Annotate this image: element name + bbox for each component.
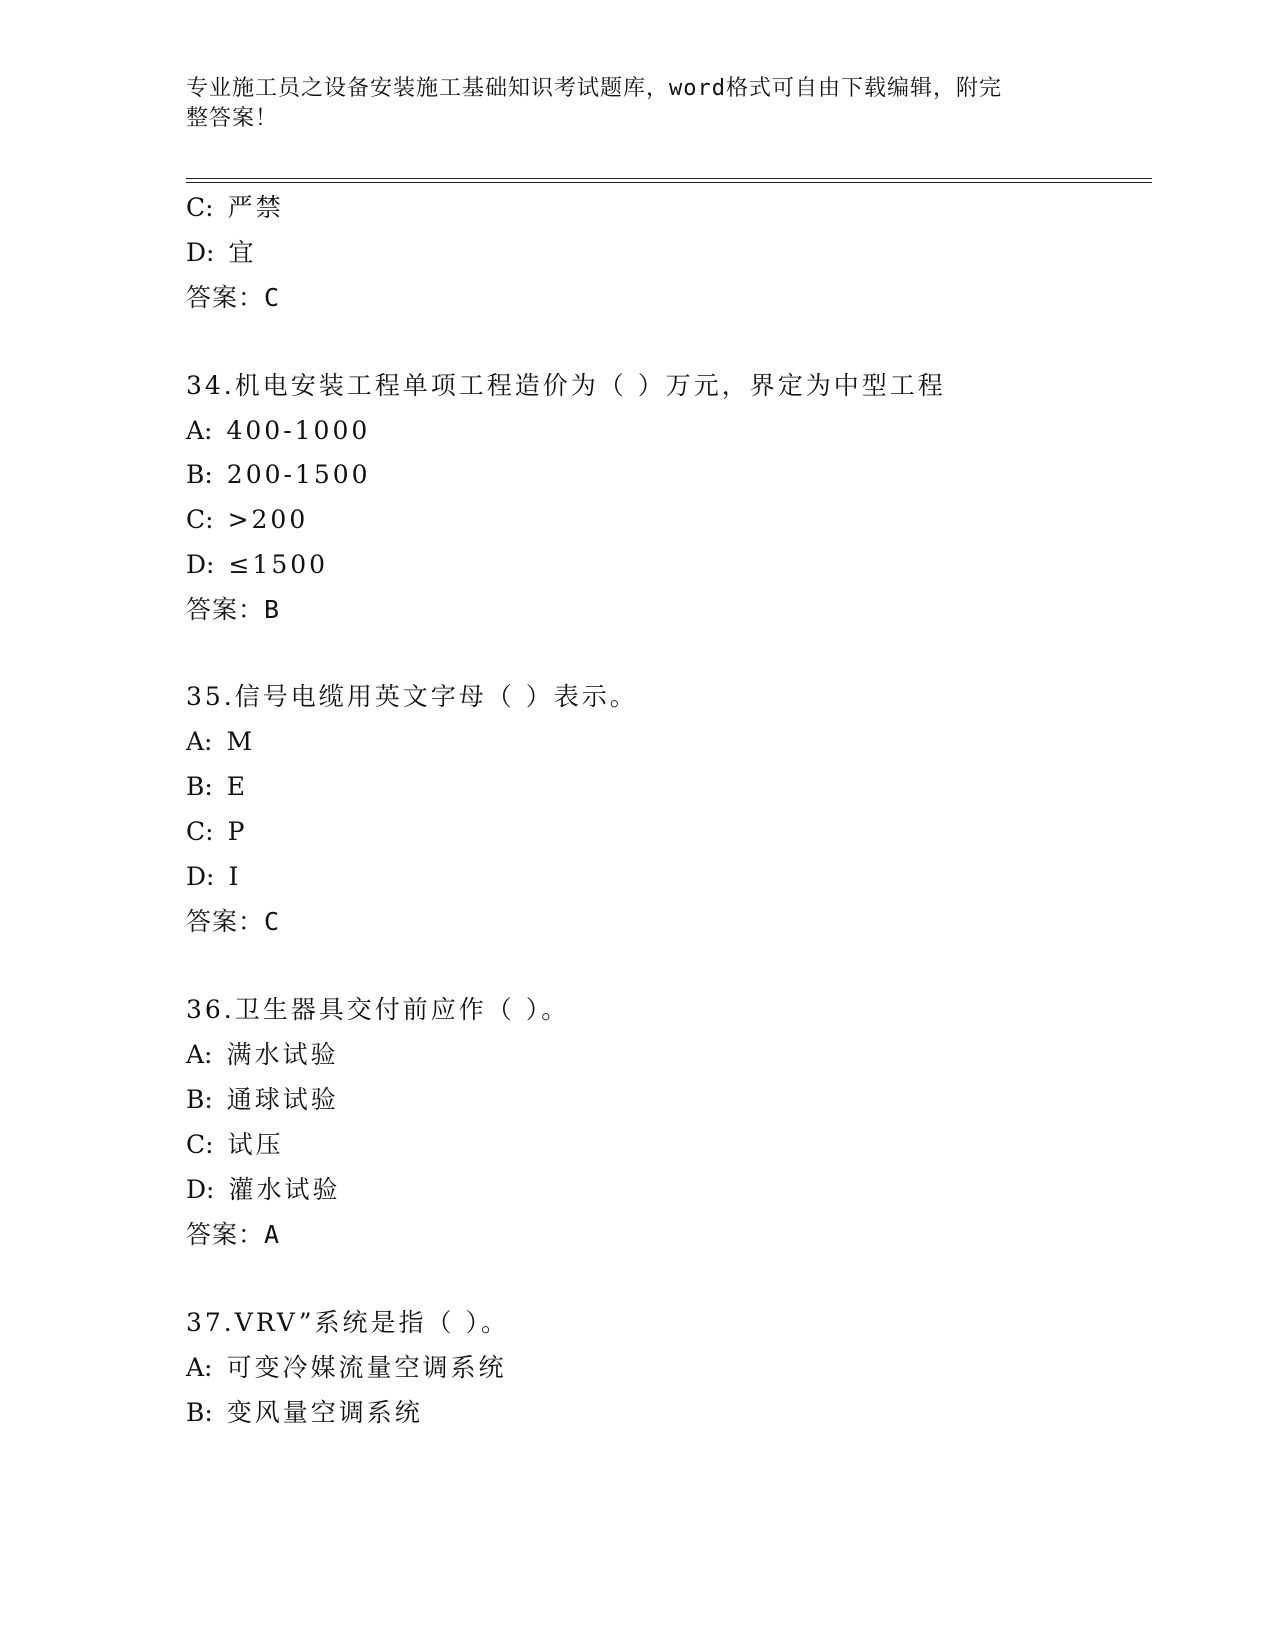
option-line bbox=[186, 415, 370, 447]
option-line bbox=[186, 861, 241, 893]
question-text: 37.VRV”系统是指（ ）。 bbox=[186, 1308, 509, 1337]
option-line bbox=[186, 192, 284, 224]
answer-text: 答案：C bbox=[186, 907, 281, 936]
option-letter: D: bbox=[186, 238, 215, 267]
header-divider-bottom bbox=[186, 182, 1152, 183]
option-letter: C: bbox=[186, 193, 214, 222]
option-text: P bbox=[227, 817, 248, 846]
option-line bbox=[186, 1039, 339, 1071]
question-stem bbox=[186, 994, 569, 1026]
option-letter: A: bbox=[186, 727, 213, 756]
option-letter: C: bbox=[186, 817, 214, 846]
option-letter: A: bbox=[186, 416, 213, 445]
option-letter: D: bbox=[186, 550, 215, 579]
option-text: 灌水试验 bbox=[228, 1175, 341, 1204]
answer-line bbox=[186, 594, 280, 626]
option-line bbox=[186, 459, 371, 491]
option-text: 200-1500 bbox=[226, 460, 371, 489]
option-text: E bbox=[226, 772, 249, 801]
option-text: 试压 bbox=[227, 1130, 284, 1159]
option-text: 可变冷媒流量空调系统 bbox=[226, 1353, 507, 1382]
option-line bbox=[186, 504, 308, 536]
option-letter: A: bbox=[186, 1353, 213, 1382]
answer-line bbox=[186, 282, 280, 314]
option-line bbox=[186, 726, 255, 758]
option-text: >200 bbox=[227, 505, 309, 534]
option-letter: C: bbox=[186, 1130, 214, 1159]
document-header bbox=[186, 74, 1066, 134]
answer-line bbox=[186, 1219, 280, 1251]
option-line bbox=[186, 771, 248, 803]
option-line bbox=[186, 1129, 284, 1161]
option-line bbox=[186, 1084, 339, 1116]
option-line bbox=[186, 1352, 507, 1384]
option-text: 400-1000 bbox=[226, 416, 371, 445]
question-stem bbox=[186, 370, 946, 402]
option-text: 变风量空调系统 bbox=[226, 1398, 423, 1427]
question-stem bbox=[186, 1307, 509, 1339]
option-text: 严禁 bbox=[227, 193, 284, 222]
option-letter: D: bbox=[186, 862, 215, 891]
option-text: M bbox=[226, 727, 256, 756]
answer-text: 答案：A bbox=[186, 1220, 281, 1249]
option-letter: B: bbox=[186, 1085, 213, 1114]
option-text: 通球试验 bbox=[226, 1085, 339, 1114]
question-text: 36.卫生器具交付前应作（ ）。 bbox=[186, 995, 570, 1024]
option-line bbox=[186, 549, 328, 581]
option-letter: D: bbox=[186, 1175, 215, 1204]
question-text: 35.信号电缆用英文字母（ ）表示。 bbox=[186, 682, 638, 711]
question-text: 34.机电安装工程单项工程造价为（ ）万元，界定为中型工程 bbox=[186, 371, 946, 400]
option-line bbox=[186, 1174, 340, 1206]
answer-line bbox=[186, 906, 280, 938]
option-letter: A: bbox=[186, 1040, 213, 1069]
answer-text: 答案：B bbox=[186, 595, 281, 624]
option-line bbox=[186, 237, 256, 269]
option-text: I bbox=[228, 862, 242, 891]
option-line bbox=[186, 816, 247, 848]
option-letter: B: bbox=[186, 1398, 213, 1427]
option-text: 满水试验 bbox=[226, 1040, 339, 1069]
header-line-2: 整答案！ bbox=[186, 106, 279, 131]
option-letter: C: bbox=[186, 505, 214, 534]
option-letter: B: bbox=[186, 460, 213, 489]
option-letter: B: bbox=[186, 772, 213, 801]
option-text: 宜 bbox=[228, 238, 257, 267]
option-line bbox=[186, 1397, 423, 1429]
answer-text: 答案：C bbox=[186, 283, 281, 312]
option-text: ≤1500 bbox=[228, 550, 329, 579]
header-divider-top bbox=[186, 178, 1152, 179]
header-line-1: 专业施工员之设备安装施工基础知识考试题库，word格式可自由下载编辑，附完 bbox=[186, 76, 1002, 101]
question-stem bbox=[186, 681, 638, 713]
